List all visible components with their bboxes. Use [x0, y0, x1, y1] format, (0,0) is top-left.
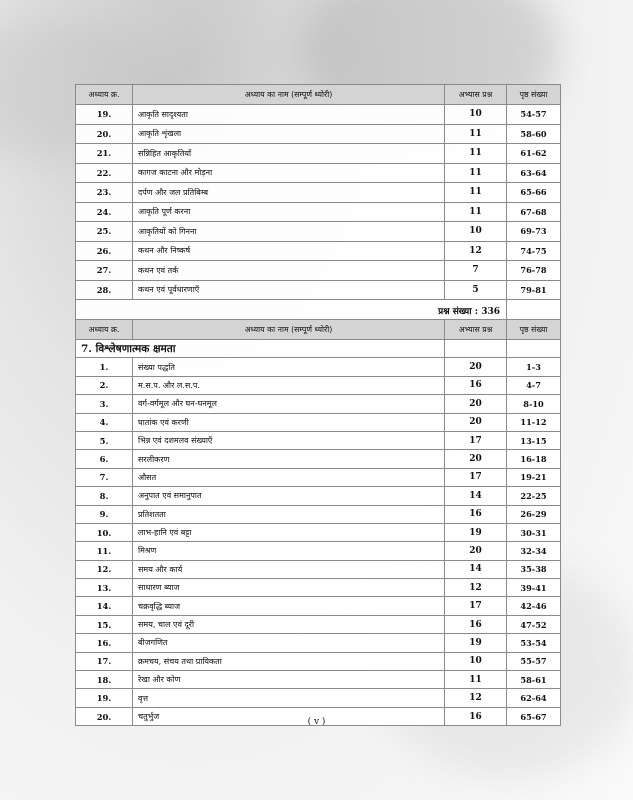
- question-count: 20: [445, 450, 507, 468]
- table-row: [76, 652, 561, 670]
- page-range: 39-41: [507, 579, 561, 597]
- chapter-name: चतुर्भुज: [133, 707, 445, 725]
- page-range: 8-10: [507, 395, 561, 413]
- table-row: [76, 413, 561, 431]
- chapter-number: 20.: [76, 124, 133, 144]
- table-row: [76, 376, 561, 394]
- table-row: [76, 579, 561, 597]
- chapter-name: औसत: [133, 468, 445, 486]
- table-row: [76, 105, 561, 125]
- contents-table-1: [75, 84, 561, 321]
- page-range: 53-54: [507, 634, 561, 652]
- chapter-number: 15.: [76, 615, 133, 633]
- chapter-name: आकृतियों को गिनना: [133, 222, 445, 242]
- chapter-number: 17.: [76, 652, 133, 670]
- question-count: 11: [445, 183, 507, 203]
- table-row: [76, 261, 561, 281]
- chapter-name: म.स.प. और ल.स.प.: [133, 376, 445, 394]
- question-total: प्रश्न संख्या : 336: [76, 300, 507, 321]
- question-count: 16: [445, 615, 507, 633]
- table-header-row: [76, 85, 561, 105]
- chapter-name: वृत्त: [133, 689, 445, 707]
- page-range: 22-25: [507, 487, 561, 505]
- header-chapter-no: अध्याय क्र.: [76, 85, 133, 105]
- chapter-number: 3.: [76, 395, 133, 413]
- page-range: 19-21: [507, 468, 561, 486]
- chapter-name: बीजगणित: [133, 634, 445, 652]
- page-range: 47-52: [507, 615, 561, 633]
- chapter-name: आकृति सादृश्यता: [133, 105, 445, 125]
- question-count: 7: [445, 261, 507, 281]
- question-count: 16: [445, 376, 507, 394]
- question-count: 10: [445, 222, 507, 242]
- chapter-number: 4.: [76, 413, 133, 431]
- chapter-name: सन्निहित आकृतियाँ: [133, 144, 445, 164]
- table-row: [76, 222, 561, 242]
- page-range: 4-7: [507, 376, 561, 394]
- page-range: 65-66: [507, 183, 561, 203]
- page-range: 69-73: [507, 222, 561, 242]
- chapter-number: 24.: [76, 202, 133, 222]
- chapter-name: संख्या पद्धति: [133, 358, 445, 376]
- table-row: [76, 634, 561, 652]
- section-title: 7. विश्लेषणात्मक क्षमता: [76, 340, 445, 358]
- chapter-number: 28.: [76, 280, 133, 300]
- table-row: [76, 183, 561, 203]
- question-count: 12: [445, 689, 507, 707]
- chapter-name: आकृति शृंखला: [133, 124, 445, 144]
- page-range: 58-60: [507, 124, 561, 144]
- total-row: [76, 300, 561, 321]
- chapter-number: 27.: [76, 261, 133, 281]
- chapter-number: 1.: [76, 358, 133, 376]
- header-practice-questions: अभ्यास प्रश्न: [445, 85, 507, 105]
- question-count: 20: [445, 542, 507, 560]
- table-row: [76, 241, 561, 261]
- chapter-name: साधारण ब्याज: [133, 579, 445, 597]
- chapter-number: 7.: [76, 468, 133, 486]
- page-range: 67-68: [507, 202, 561, 222]
- question-count: 11: [445, 671, 507, 689]
- question-count: 5: [445, 280, 507, 300]
- page-range: 42-46: [507, 597, 561, 615]
- page-range: 16-18: [507, 450, 561, 468]
- chapter-number: 8.: [76, 487, 133, 505]
- table-row: [76, 358, 561, 376]
- chapter-number: 19.: [76, 689, 133, 707]
- page-range: 54-57: [507, 105, 561, 125]
- chapter-number: 5.: [76, 431, 133, 449]
- header-chapter-name: अध्याय का नाम (सम्पूर्ण थ्योरी): [133, 320, 445, 340]
- table-row: [76, 542, 561, 560]
- chapter-name: कथन एवं पूर्वधारणाएँ: [133, 280, 445, 300]
- chapter-number: 9.: [76, 505, 133, 523]
- question-count: 14: [445, 560, 507, 578]
- chapter-number: 14.: [76, 597, 133, 615]
- header-practice-questions: अभ्यास प्रश्न: [445, 320, 507, 340]
- table-row: [76, 505, 561, 523]
- page-range: 79-81: [507, 280, 561, 300]
- page-range: 35-38: [507, 560, 561, 578]
- chapter-name: समय और कार्य: [133, 560, 445, 578]
- page-range: 76-78: [507, 261, 561, 281]
- question-count: 19: [445, 634, 507, 652]
- table-row: [76, 597, 561, 615]
- question-count: 20: [445, 358, 507, 376]
- chapter-number: 26.: [76, 241, 133, 261]
- question-count: 17: [445, 597, 507, 615]
- page-range: 74-75: [507, 241, 561, 261]
- question-count: 10: [445, 652, 507, 670]
- chapter-name: कथन और निष्कर्ष: [133, 241, 445, 261]
- chapter-number: 10.: [76, 523, 133, 541]
- question-count: 19: [445, 523, 507, 541]
- chapter-number: 21.: [76, 144, 133, 164]
- chapter-name: समय, चाल एवं दूरी: [133, 615, 445, 633]
- page-range: 30-31: [507, 523, 561, 541]
- chapter-name: चक्रवृद्धि ब्याज: [133, 597, 445, 615]
- section-blank-cell: [445, 340, 507, 358]
- chapter-name: प्रतिशतता: [133, 505, 445, 523]
- page-range: 58-61: [507, 671, 561, 689]
- chapter-name: वर्ग-वर्गमूल और घन-घनमूल: [133, 395, 445, 413]
- page-range: 61-62: [507, 144, 561, 164]
- contents-table-2: [75, 319, 561, 726]
- chapter-number: 20.: [76, 707, 133, 725]
- table-row: [76, 689, 561, 707]
- table-row: [76, 431, 561, 449]
- chapter-name: अनुपात एवं समानुपात: [133, 487, 445, 505]
- chapter-number: 13.: [76, 579, 133, 597]
- chapter-name: भिन्न एवं दशमलव संख्याएँ: [133, 431, 445, 449]
- chapter-name: घातांक एवं करणी: [133, 413, 445, 431]
- table-header-row: [76, 320, 561, 340]
- chapter-number: 25.: [76, 222, 133, 242]
- table-row: [76, 163, 561, 183]
- page-range: 26-29: [507, 505, 561, 523]
- question-count: 10: [445, 105, 507, 125]
- chapter-number: 2.: [76, 376, 133, 394]
- page-range: 62-64: [507, 689, 561, 707]
- table-row: [76, 144, 561, 164]
- header-chapter-no: अध्याय क्र.: [76, 320, 133, 340]
- table-row: [76, 560, 561, 578]
- question-count: 11: [445, 124, 507, 144]
- page-range: 1-3: [507, 358, 561, 376]
- chapter-name: क्रमचय, संचय तथा प्रायिकता: [133, 652, 445, 670]
- page-range: 32-34: [507, 542, 561, 560]
- table-row: [76, 202, 561, 222]
- chapter-number: 18.: [76, 671, 133, 689]
- chapter-name: कागज काटना और मोड़ना: [133, 163, 445, 183]
- header-chapter-name: अध्याय का नाम (सम्पूर्ण थ्योरी): [133, 85, 445, 105]
- total-blank-cell: [507, 300, 561, 321]
- question-count: 20: [445, 413, 507, 431]
- chapter-number: 23.: [76, 183, 133, 203]
- chapter-name: रेखा और कोण: [133, 671, 445, 689]
- header-page-count: पृष्ठ संख्या: [507, 320, 561, 340]
- chapter-name: मिश्रण: [133, 542, 445, 560]
- page-range: 65-67: [507, 707, 561, 725]
- page-range: 13-15: [507, 431, 561, 449]
- chapter-number: 11.: [76, 542, 133, 560]
- question-count: 12: [445, 241, 507, 261]
- question-count: 17: [445, 468, 507, 486]
- table-row: [76, 523, 561, 541]
- question-count: 11: [445, 202, 507, 222]
- section-row: [76, 340, 561, 358]
- chapter-name: लाभ-हानि एवं बट्टा: [133, 523, 445, 541]
- question-count: 11: [445, 144, 507, 164]
- question-count: 16: [445, 505, 507, 523]
- table-row: [76, 450, 561, 468]
- question-count: 16: [445, 707, 507, 725]
- chapter-name: सरलीकरण: [133, 450, 445, 468]
- table-row: [76, 487, 561, 505]
- question-count: 17: [445, 431, 507, 449]
- chapter-number: 6.: [76, 450, 133, 468]
- page-range: 11-12: [507, 413, 561, 431]
- page-number: ( v ): [307, 717, 326, 727]
- table-row: [76, 280, 561, 300]
- chapter-number: 22.: [76, 163, 133, 183]
- question-count: 14: [445, 487, 507, 505]
- table-row: [76, 615, 561, 633]
- chapter-number: 16.: [76, 634, 133, 652]
- table-row: [76, 124, 561, 144]
- section-blank-cell: [507, 340, 561, 358]
- chapter-name: दर्पण और जल प्रतिबिम्ब: [133, 183, 445, 203]
- question-count: 12: [445, 579, 507, 597]
- header-page-count: पृष्ठ संख्या: [507, 85, 561, 105]
- page-range: 55-57: [507, 652, 561, 670]
- chapter-number: 12.: [76, 560, 133, 578]
- table-row: [76, 468, 561, 486]
- table-row: [76, 671, 561, 689]
- table-row: [76, 395, 561, 413]
- question-count: 20: [445, 395, 507, 413]
- chapter-name: आकृति पूर्ण करना: [133, 202, 445, 222]
- question-count: 11: [445, 163, 507, 183]
- chapter-name: कथन एवं तर्क: [133, 261, 445, 281]
- page-range: 63-64: [507, 163, 561, 183]
- chapter-number: 19.: [76, 105, 133, 125]
